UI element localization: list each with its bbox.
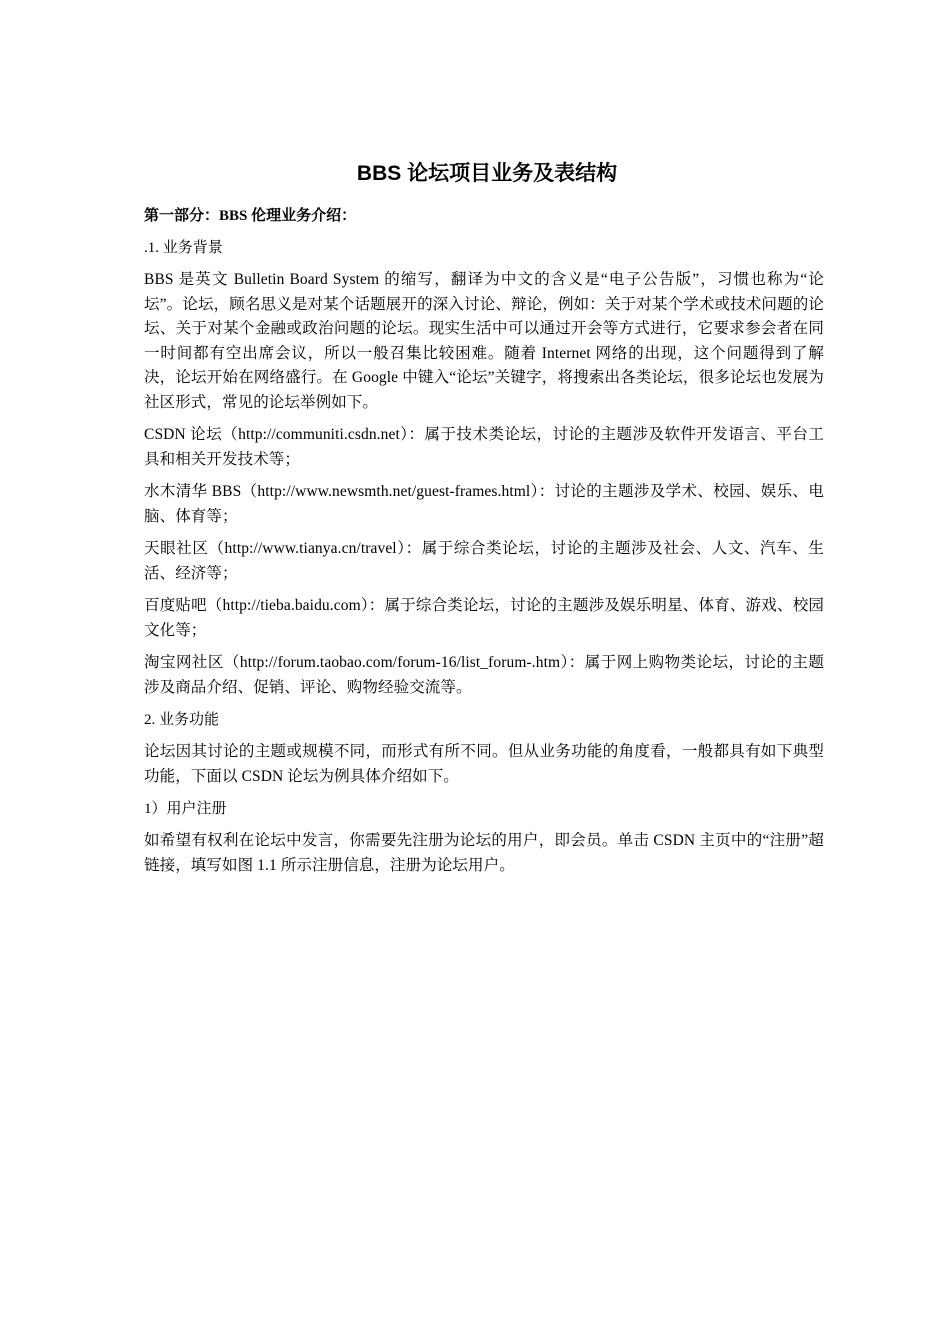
document-body	[144, 158, 824, 886]
registration-paragraph: 如希望有权利在论坛中发言，你需要先注册为论坛的用户，即会员。单击 CSDN 主页中的“注册”超链接，填写如图 1.1 所示注册信息，注册为论坛用户。	[144, 832, 824, 874]
document-title: BBS 论坛项目业务及表结构	[356, 162, 618, 185]
forum-example-taobao: 淘宝网社区（http://forum.taobao.com/forum-16/list_forum-.htm）：属于网上购物类论坛，讨论的主题涉及商品介绍、促销、评论、购物经验交流等。	[144, 654, 824, 696]
functions-paragraph: 论坛因其讨论的主题或规模不同，而形式有所不同。但从业务功能的角度看，一般都具有如下典型功能，下面以 CSDN 论坛为例具体介绍如下。	[144, 743, 824, 785]
subsection-heading-registration: 1）用户注册	[144, 801, 227, 817]
section-heading-background: .1. 业务背景	[144, 240, 223, 256]
forum-example-csdn: CSDN 论坛（http://communiti.csdn.net）：属于技术类论坛，讨论的主题涉及软件开发语言、平台工具和相关开发技术等；	[144, 426, 824, 468]
forum-example-baidu-tieba: 百度贴吧（http://tieba.baidu.com）：属于综合类论坛，讨论的主题涉及娱乐明星、体育、游戏、校园文化等；	[144, 597, 824, 639]
section-heading-functions: 2. 业务功能	[144, 712, 220, 728]
forum-example-tianya: 天眼社区（http://www.tianya.cn/travel）：属于综合类论坛，讨论的主题涉及社会、人文、汽车、生活、经济等；	[144, 540, 824, 582]
part-heading: 第一部分：BBS 伦理业务介绍：	[144, 208, 357, 224]
background-paragraph: BBS 是英文 Bulletin Board System 的缩写，翻译为中文的含义是“电子公告版”，习惯也称为“论坛”。论坛，顾名思义是对某个话题展开的深入讨论、辩论，例如：关于对某个学术或技术问题的论坛、关于对某个金融或政治问题的论坛。现实生活中可以通过开会等方式进行，它要求参会者在同一时间都有空出席会议，所以一般召集比较困难。随着 Internet 网络的出现，这个问题得到了解决，论坛开始在网络盛行。在 Google 中键入“论坛”关键字，将搜索出各类论坛，很多论坛也发展为社区形式，常见的论坛举例如下。	[144, 271, 824, 411]
forum-example-newsmth: 水木清华 BBS（http://www.newsmth.net/guest-frames.html）：讨论的主题涉及学术、校园、娱乐、电脑、体育等；	[144, 483, 824, 525]
